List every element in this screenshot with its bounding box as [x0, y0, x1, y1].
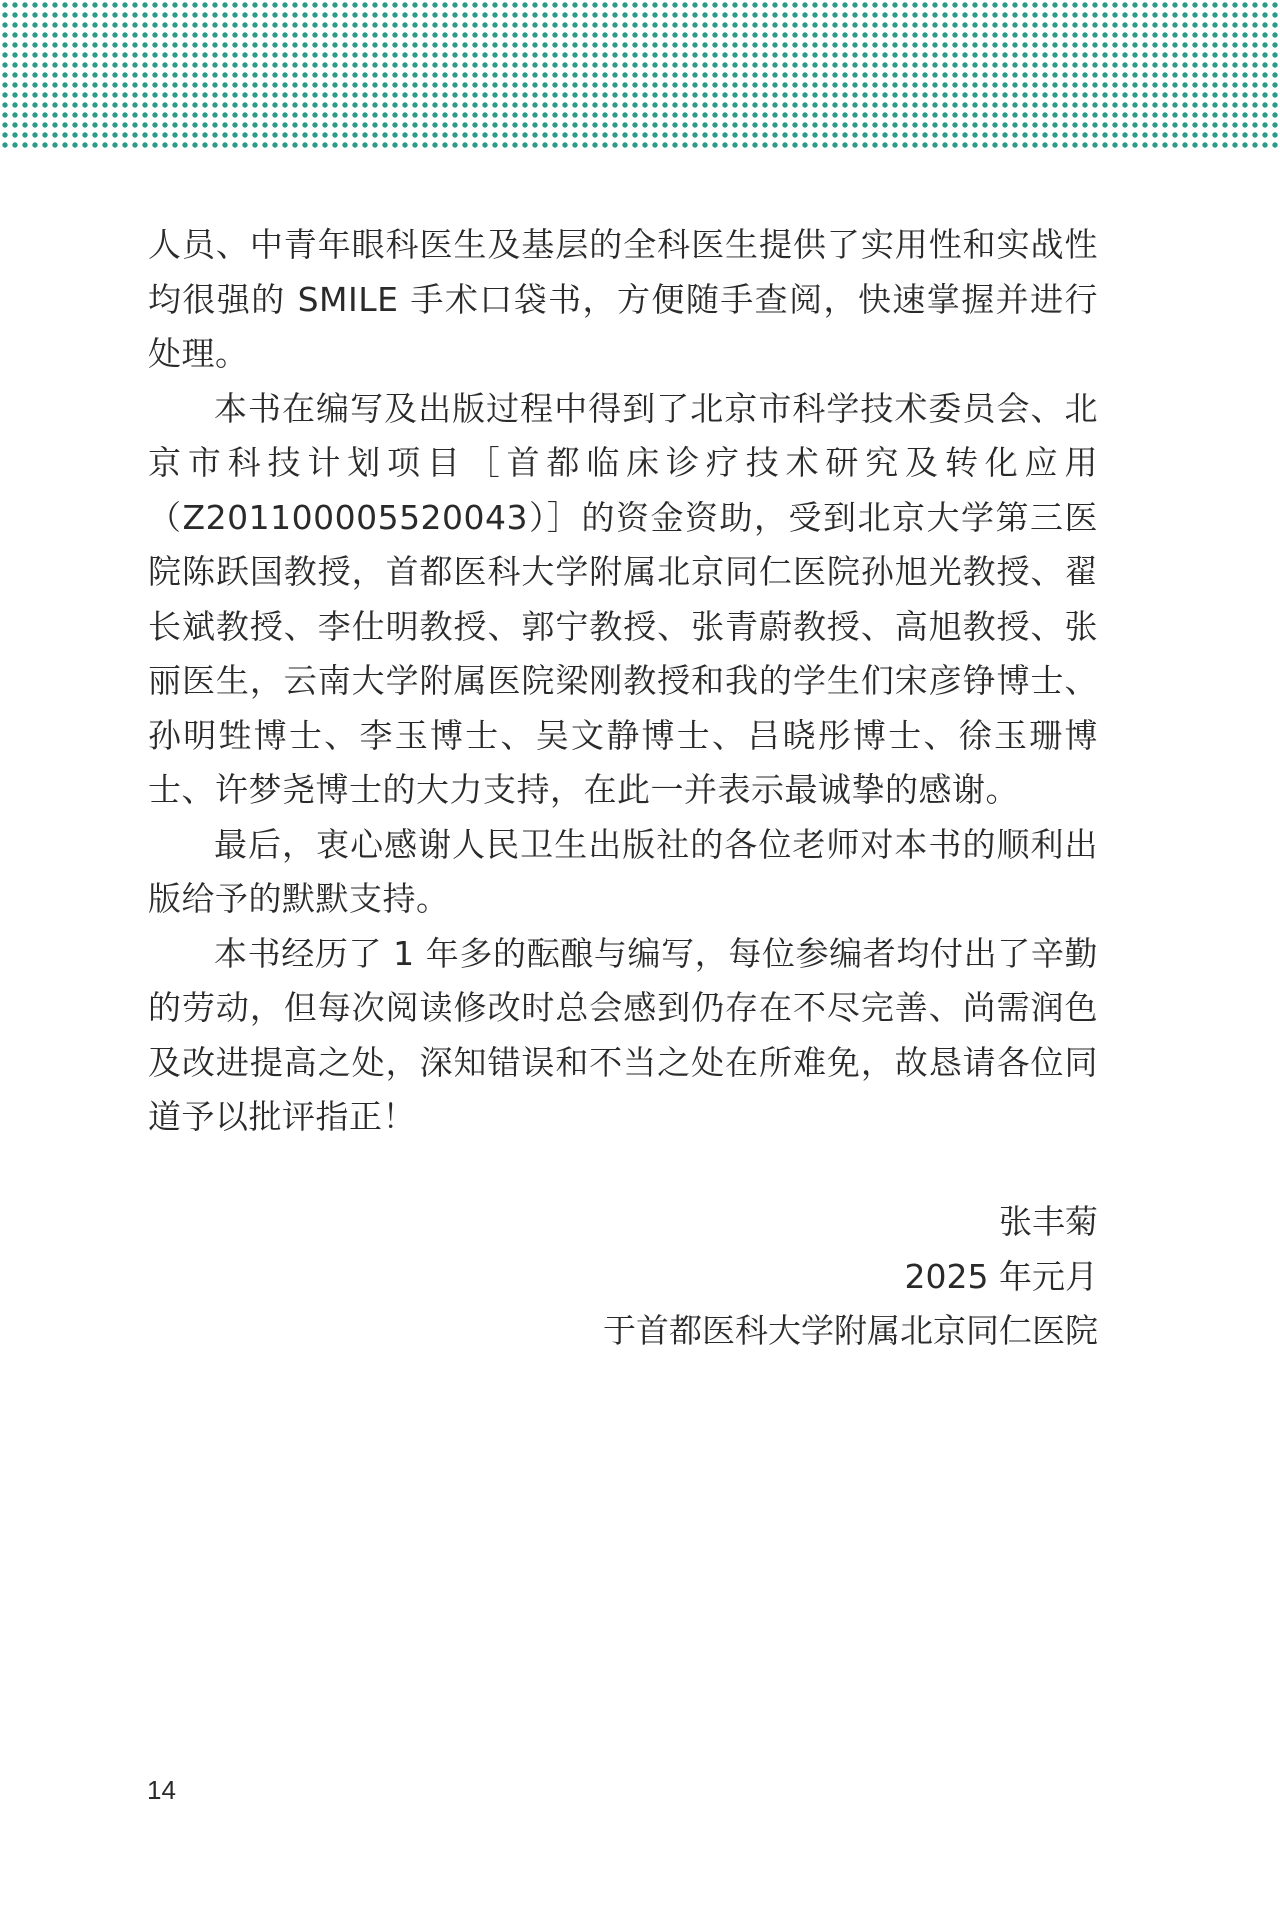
body-text: [148, 218, 1098, 1145]
paragraph-closing: 本书经历了 1 年多的酝酿与编写，每位参编者均付出了辛勤的劳动，但每次阅读修改时总会感到仍存在不尽完善、尚需润色及改进提高之处，深知错误和不当之处在所难免，故恳请各位同道予以批评指正！: [148, 933, 1098, 1136]
signature-block: [603, 1195, 1098, 1359]
decorative-dot-band: [0, 0, 1280, 150]
signature-date: 2025 年元月: [904, 1256, 1098, 1296]
paragraph-publisher-thanks: 最后，衷心感谢人民卫生出版社的各位老师对本书的顺利出版给予的默默支持。: [148, 824, 1098, 918]
paragraph-acknowledgements: 本书在编写及出版过程中得到了北京市科学技术委员会、北京市科技计划项目［首都临床诊疗技术研究及转化应用（Z201100005520043）］的资金资助，受到北京大学第三医院陈跃国教授，首都医科大学附属北京同仁医院孙旭光教授、翟长斌教授、李仕明教授、郭宁教授、张青蔚教授、高旭教授、张丽医生，云南大学附属医院梁刚教授和我的学生们宋彦铮博士、孙明甡博士、李玉博士、吴文静博士、吕晓彤博士、徐玉珊博士、许梦尧博士的大力支持，在此一并表示最诚挚的感谢。: [148, 388, 1098, 809]
signature-affiliation: 于首都医科大学附属北京同仁医院: [603, 1311, 1098, 1350]
signature-name: 张丰菊: [999, 1202, 1098, 1241]
page-number: 14: [147, 1775, 176, 1805]
paragraph-continued: 人员、中青年眼科医生及基层的全科医生提供了实用性和实战性均很强的 SMILE 手术口袋书，方便随手查阅，快速掌握并进行处理。: [148, 225, 1098, 373]
